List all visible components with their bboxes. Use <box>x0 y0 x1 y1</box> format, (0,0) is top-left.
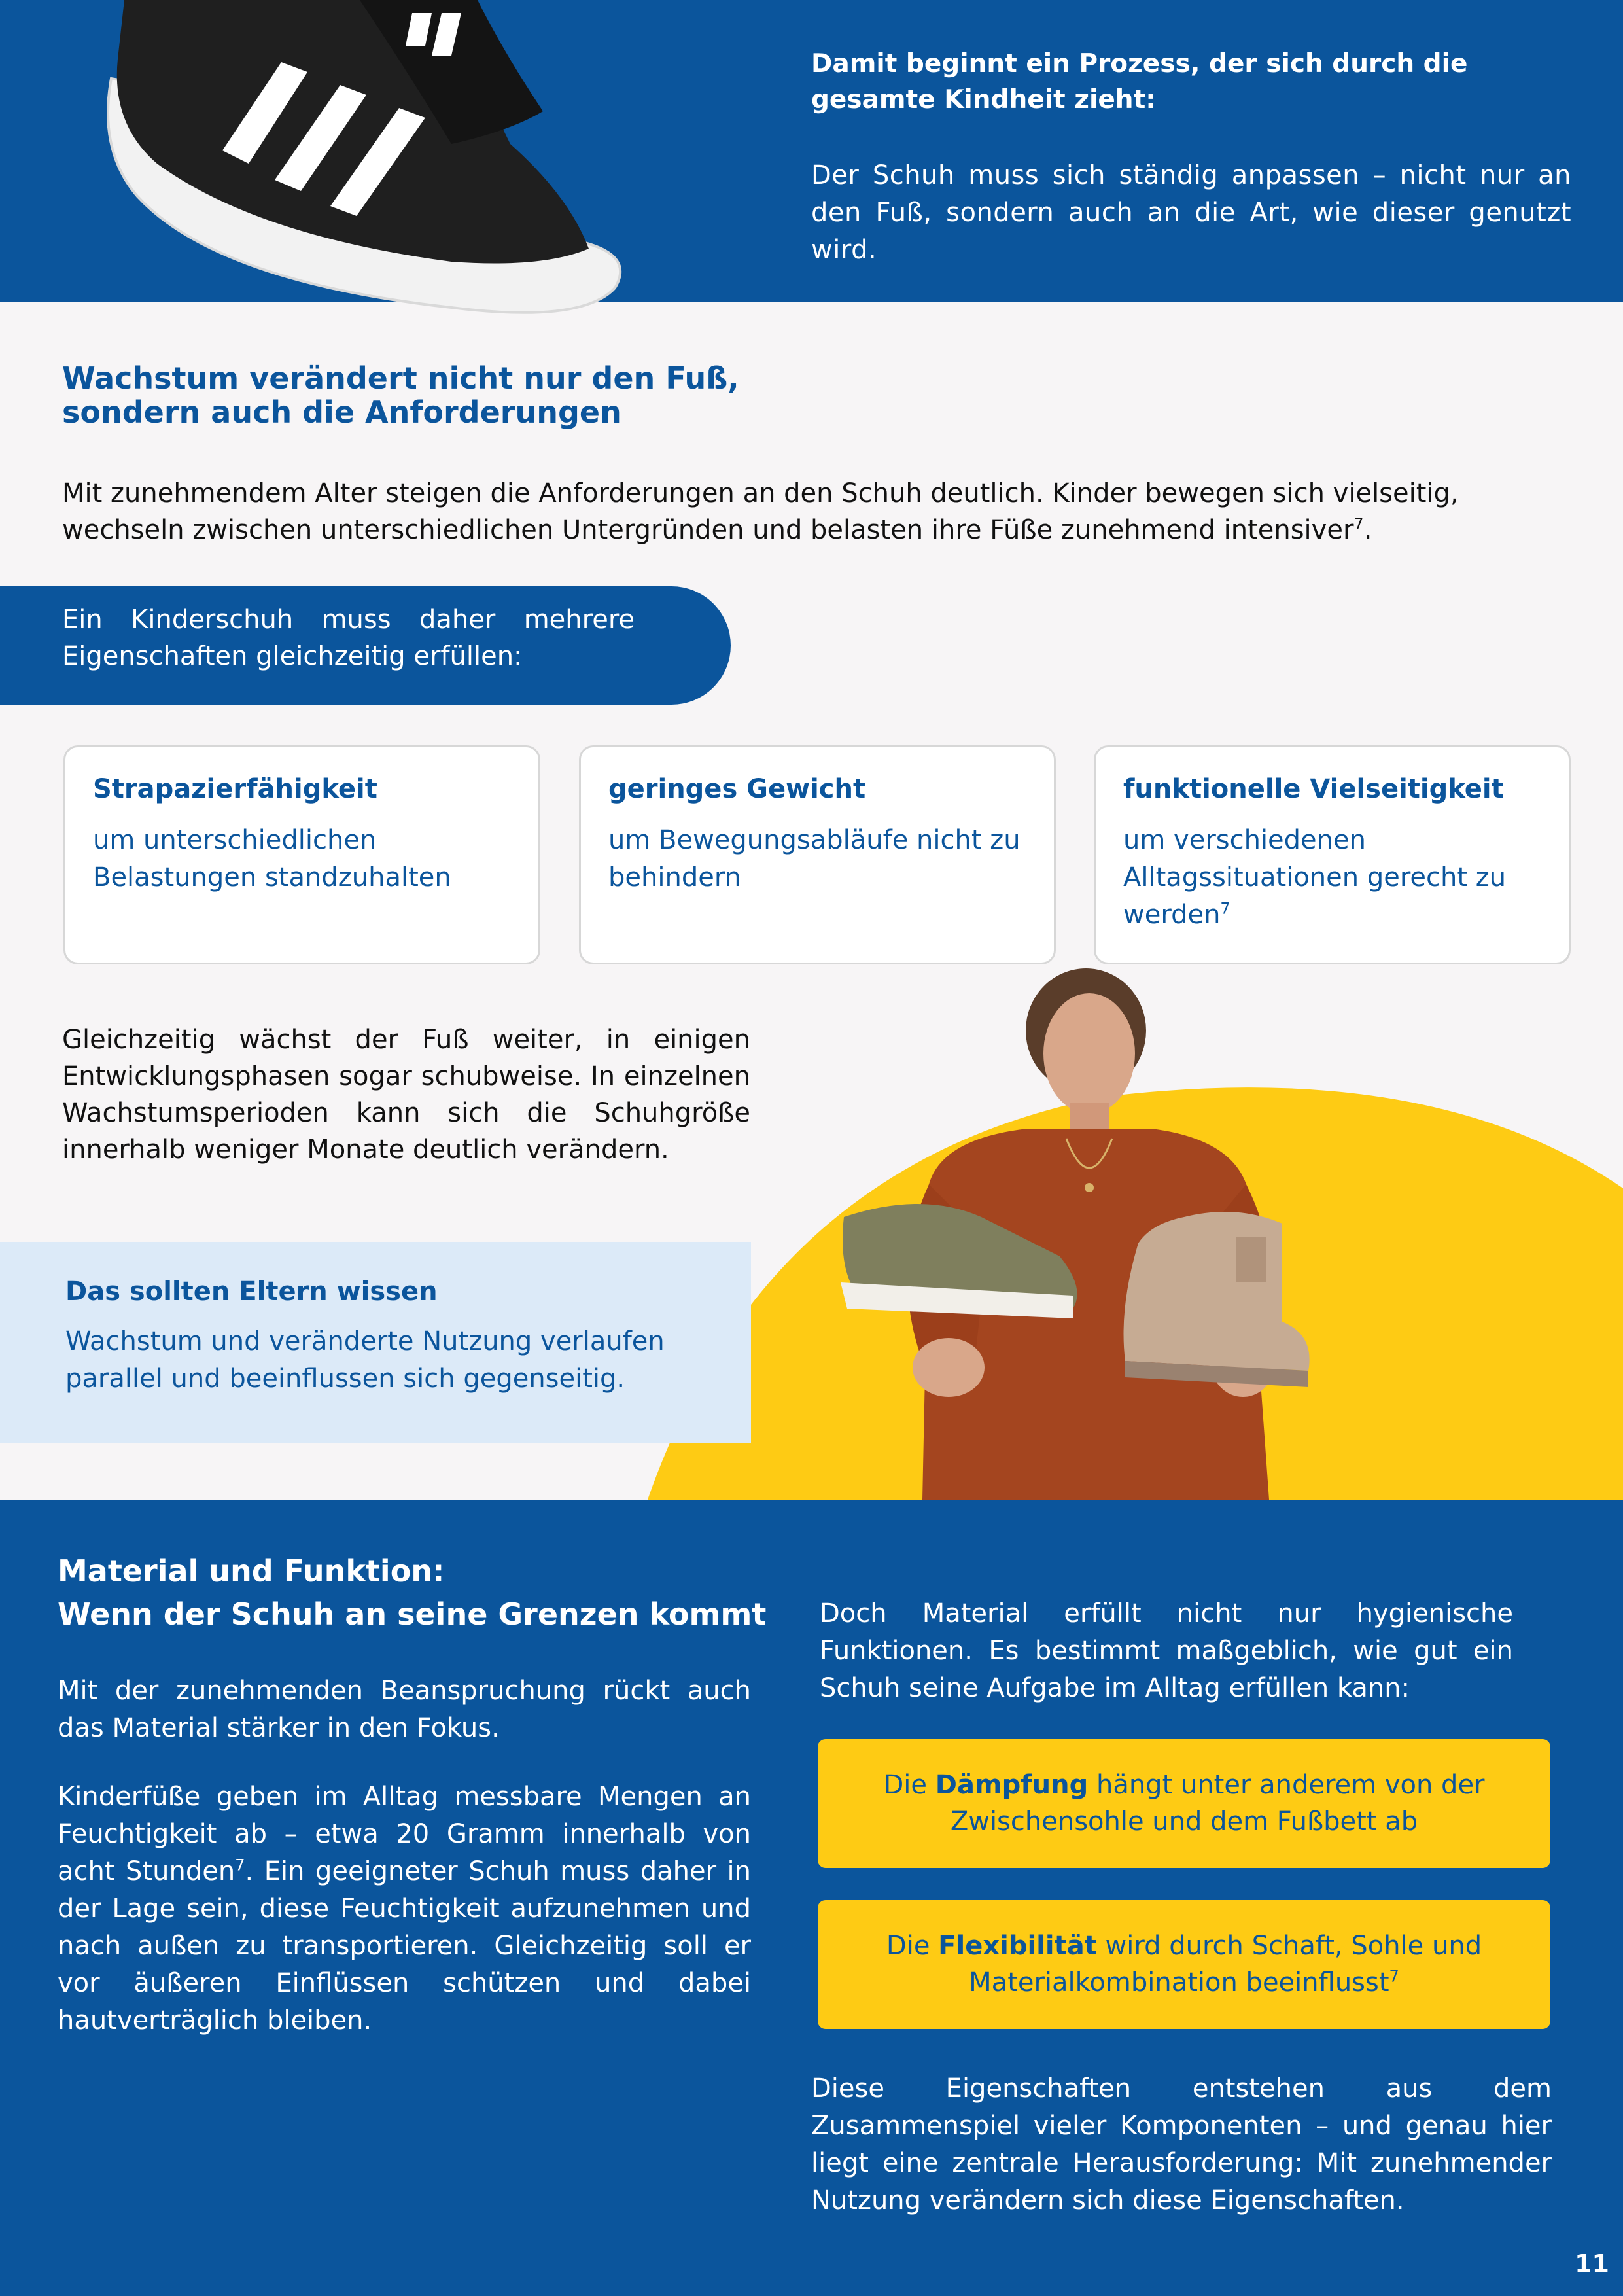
heading-line: Material und Funktion: <box>58 1553 445 1589</box>
intro-end: . <box>1363 515 1372 545</box>
property-card <box>579 745 1056 964</box>
card-text: um Bewegungsabläufe nicht zu behindern <box>608 825 1021 892</box>
page-number: 11 <box>1575 2250 1609 2278</box>
material-paragraph-2: Kinderfüße geben im Alltag messbare Mengen an Feuchtigkeit ab – etwa 20 Gramm innerhalb von acht Stunden$^7$. Ein geeigneter Schuh muss daher in der Lage sein, diese Feuchtigkeit aufzunehmen und nach außen zu transportieren. Gleichzeitig soll er vor äußeren Einflüssen schützen und dabei hautverträglich bleiben. <box>58 1782 751 2036</box>
info-box-text: Wachstum und veränderte Nutzung verlaufen parallel und beeinflussen sich gegenseitig. <box>65 1326 665 1394</box>
intro-paragraph <box>62 475 1580 548</box>
info-box-title: Das sollten Eltern wissen <box>65 1277 438 1307</box>
top-body-text: Der Schuh muss sich ständig anpassen – nicht nur an den Fuß, sondern auch an die Art, wie dieser genutzt wird. <box>811 160 1571 265</box>
card-title: geringes Gewicht <box>608 774 866 804</box>
heading-line: Wachstum verändert nicht nur den Fuß, <box>62 361 739 396</box>
highlight-term: Dämpfung <box>935 1770 1089 1800</box>
card-text: um unterschiedlichen Belastungen standzuhalten <box>93 825 451 892</box>
footnote-ref: 7 <box>235 1856 245 1875</box>
material-paragraph-1: Mit der zunehmenden Beanspruchung rückt auch das Material stärker in den Fokus. <box>58 1676 751 1743</box>
section-heading-growth <box>62 361 978 429</box>
woman-holding-shoes-image <box>811 968 1335 1500</box>
flexibility-highlight-box: Die Flexibilität wird durch Schaft, Sohle und Materialkombination beeinflusst$^7$ <box>818 1900 1550 2029</box>
property-card <box>63 745 540 964</box>
heading-line: sondern auch die Anforderungen <box>62 395 621 430</box>
card-title: funktionelle Vielseitigkeit <box>1123 774 1504 804</box>
intro-text: Mit zunehmendem Alter steigen die Anforderungen an den Schuh deutlich. Kinder bewegen sich vielseitig, wechseln zwischen unterschiedlichen Untergründen und belasten ihre Füße zunehmend intensiver <box>62 478 1459 545</box>
heading-line: Wenn der Schuh an seine Grenzen kommt <box>58 1597 767 1632</box>
property-card <box>1094 745 1571 964</box>
child-shoe-image <box>85 0 635 327</box>
footnote-ref: 7 <box>1353 514 1364 533</box>
growth-paragraph: Gleichzeitig wächst der Fuß weiter, in einigen Entwicklungsphasen sogar schubweise. In einzelnen Wachstumsperioden kann sich die Schuhgröße innerhalb weniger Monate deutlich verändern. <box>62 1025 750 1165</box>
material-right-paragraph-1: Doch Material erfüllt nicht nur hygienische Funktionen. Es bestimmt maßgeblich, wie gut ein Schuh seine Aufgabe im Alltag erfüllen kann: <box>820 1598 1513 1703</box>
top-bold-text: Damit beginnt ein Prozess, der sich durch die gesamte Kindheit zieht: <box>811 49 1468 115</box>
damping-highlight-box: Die Dämpfung hängt unter anderem von der Zwischensohle und dem Fußbett ab <box>818 1739 1550 1868</box>
section-heading-material <box>58 1549 777 1636</box>
callout-pill-text: Ein Kinderschuh muss daher mehrere Eigenschaften gleichzeitig erfüllen: <box>62 605 635 671</box>
card-title: Strapazierfähigkeit <box>93 774 377 804</box>
footnote-ref: 7 <box>1389 1967 1399 1986</box>
material-right-paragraph-2: Diese Eigenschaften entstehen aus dem Zusammenspiel vieler Komponenten – und genau hier liegt eine zentrale Herausforderung: Mit zunehmender Nutzung verändern sich diese Eigenschaften. <box>811 2074 1552 2216</box>
highlight-term: Flexibilität <box>938 1931 1097 1961</box>
parents-info-box <box>0 1242 751 1443</box>
card-text: um verschiedenen Alltagssituationen gerecht zu werden$^7$ <box>1123 825 1507 930</box>
